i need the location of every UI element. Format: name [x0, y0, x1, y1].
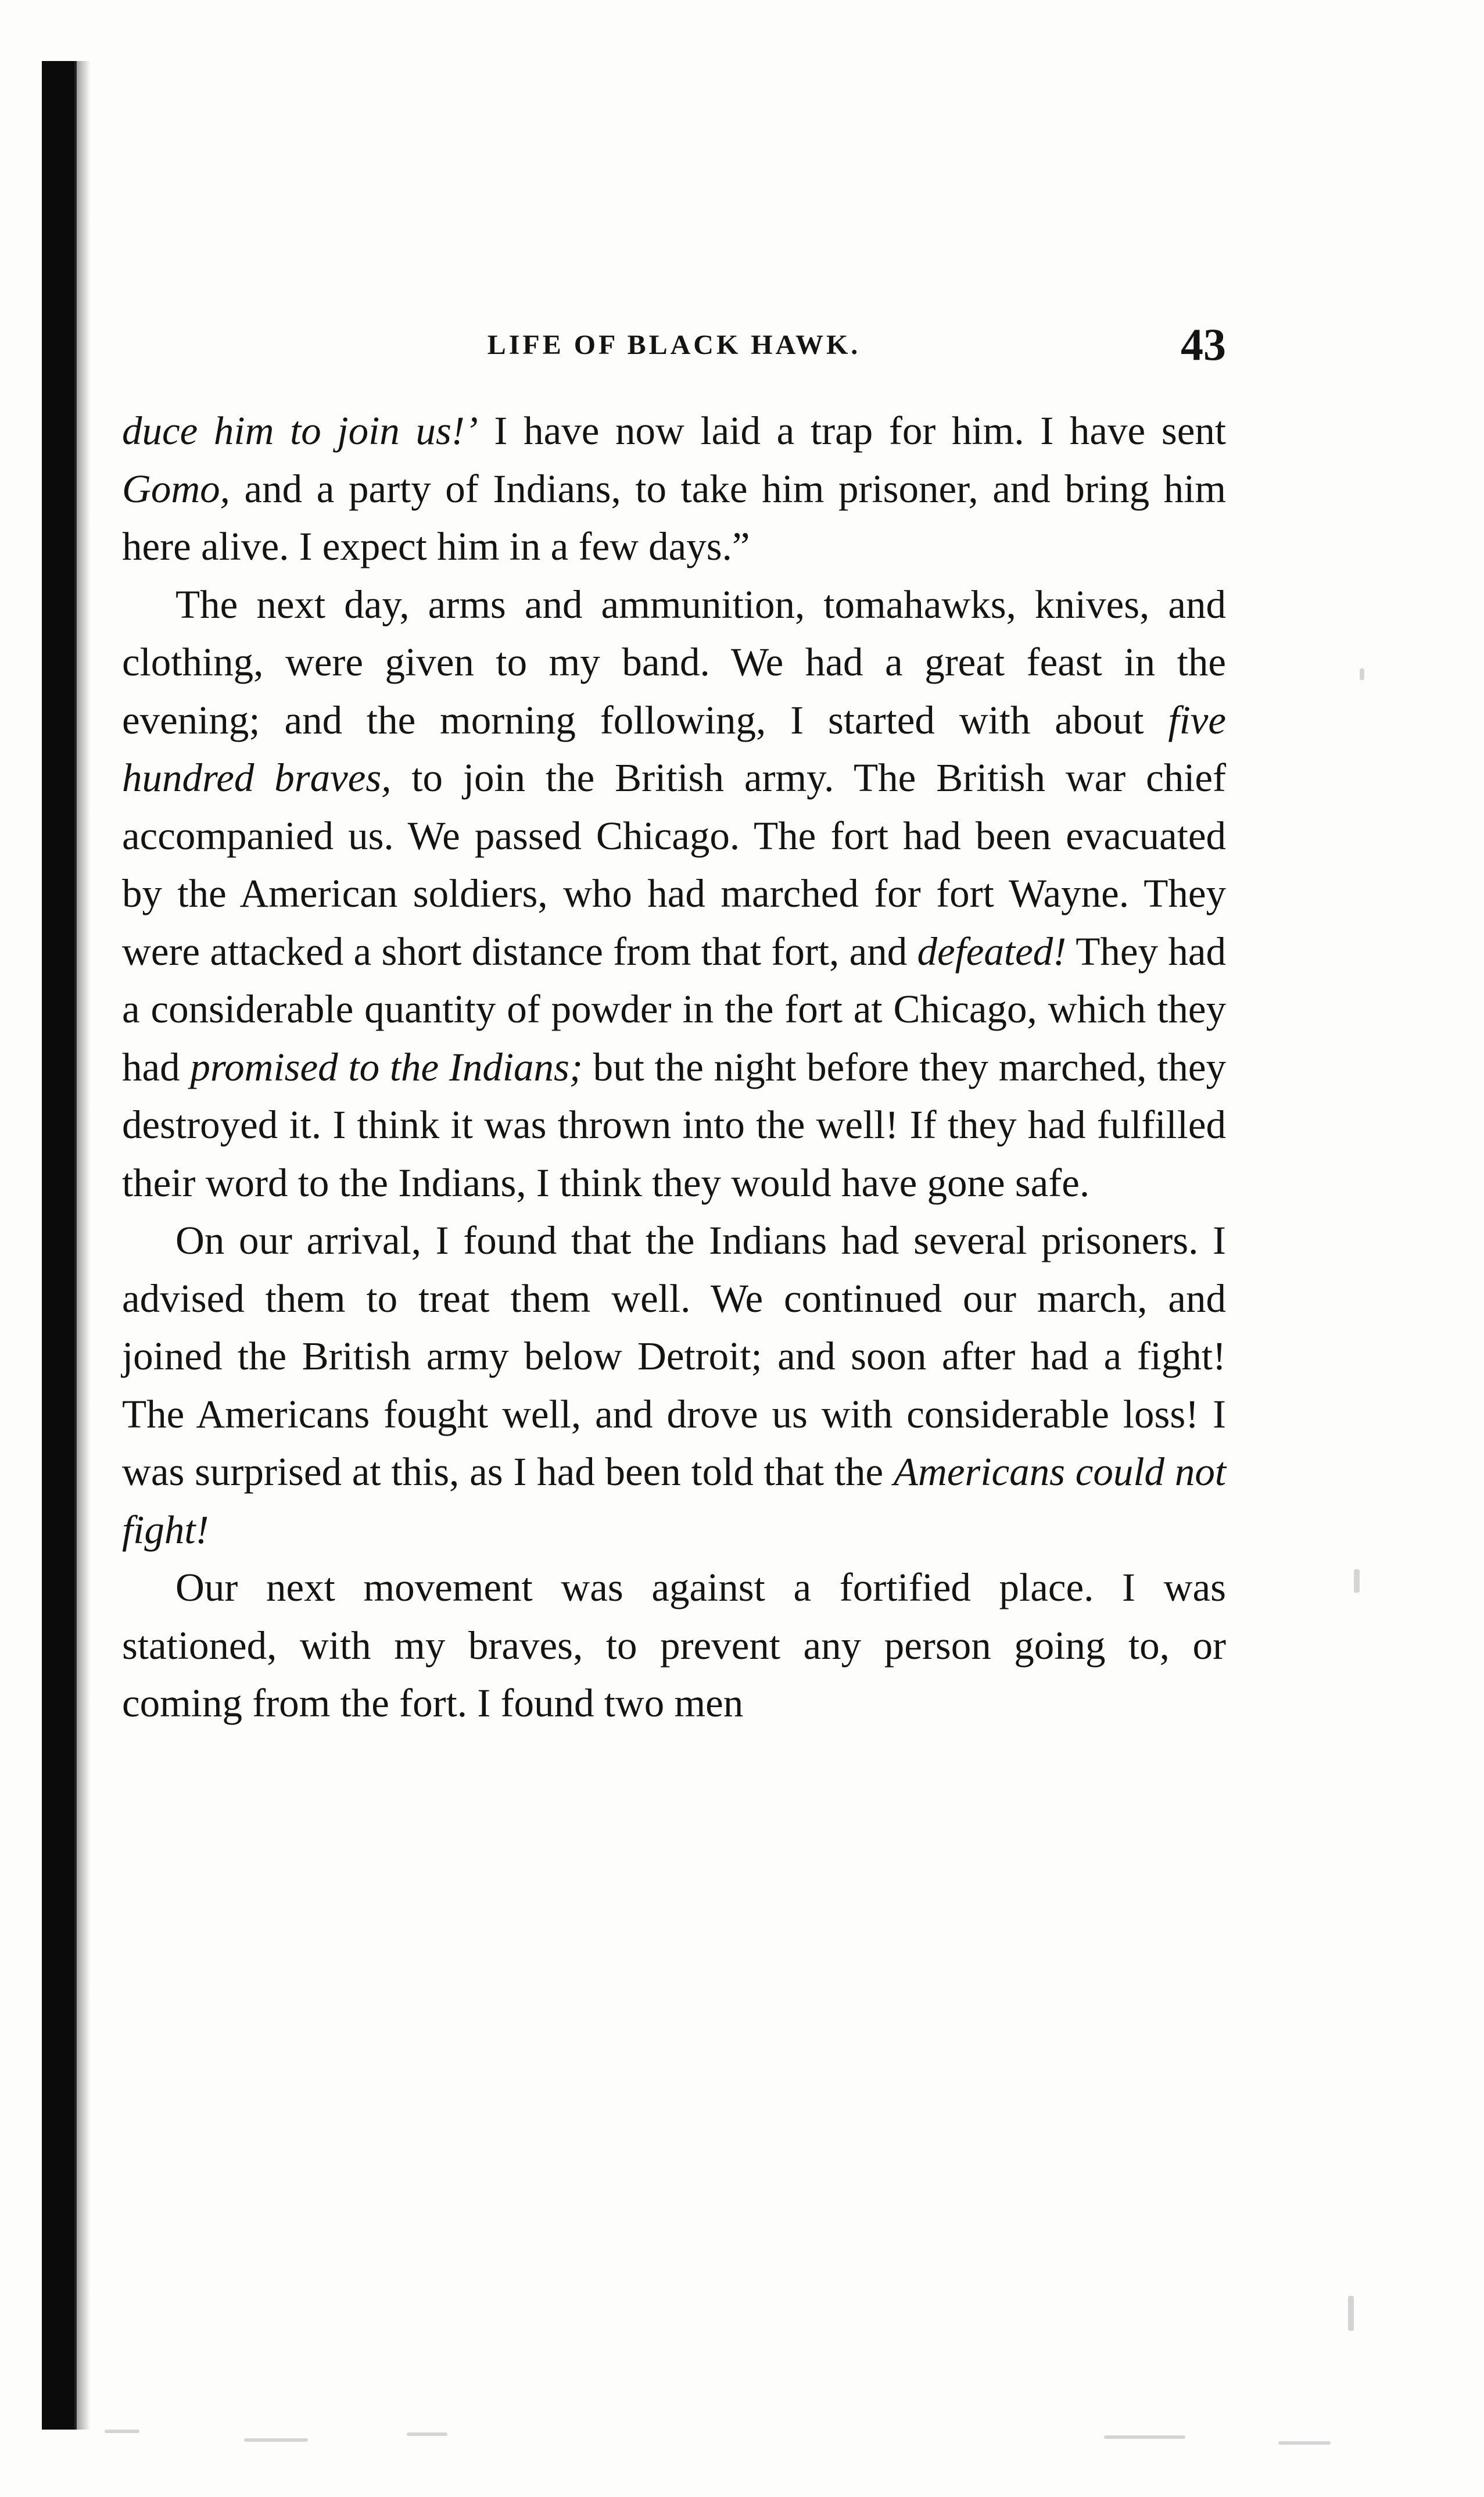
text-run: They had a considerable quantity of powder in the fort at Chicago, which they had — [122, 929, 1226, 1089]
scan-speck — [105, 2430, 139, 2433]
binding-shadow — [42, 61, 77, 2430]
text-run: Our next movement was against a fortified place. I was stationed, with my braves, to prevent any person going to, or coming from the fort. I found two men — [122, 1565, 1226, 1725]
text-run: to join the British army. The British war chief accompanied us. We passed Chicago. The fort had been evacuated by the American soldiers, who had marched for fort Wayne. They were attacked a short distance from that fort, and — [122, 756, 1226, 974]
scan-speck — [1360, 668, 1364, 680]
scan-speck — [1354, 1569, 1360, 1593]
italic-text: Gomo, — [122, 466, 230, 511]
paragraph — [122, 576, 1226, 1212]
paragraph — [122, 402, 1226, 576]
italic-text: promised to the Indians; — [190, 1044, 583, 1089]
text-run: I have now laid a trap for him. I have sent — [478, 409, 1226, 453]
scan-speck — [1348, 2296, 1354, 2331]
text-run: but the night before they marched, they destroyed it. I think it was thrown into the well! If they had fulfilled their word to the Indians, I think they would have gone safe. — [122, 1044, 1226, 1205]
paragraph — [122, 1212, 1226, 1559]
binding-shadow-edge — [74, 61, 91, 2430]
italic-text: defeated! — [917, 929, 1067, 974]
scan-speck — [1104, 2435, 1185, 2439]
italic-text: duce him to join us!’ — [122, 409, 478, 453]
text-run: On our arrival, I found that the Indians had several prisoners. I advised them to treat them well. We continued our march, and joined the British army below Detroit; and soon after had a fight! The Americans fought well, and drove us with considerable loss! I was surprised at this, as I had been told that the — [122, 1218, 1226, 1494]
italic-text: Americans could not fight! — [122, 1450, 1226, 1552]
text-run: and a party of Indians, to take him prisoner, and bring him here alive. I expect him in a few days.” — [122, 466, 1226, 568]
scan-speck — [407, 2432, 447, 2436]
running-title: LIFE OF BLACK HAWK. — [487, 330, 861, 360]
paragraph — [122, 1559, 1226, 1733]
text-run: The next day, arms and ammunition, tomahawks, knives, and clothing, were given to my band. We had a great feast in the evening; and the morning following, I started with about — [122, 582, 1226, 742]
page-header — [122, 319, 1226, 382]
scan-speck — [244, 2438, 308, 2442]
body-text — [122, 402, 1226, 1733]
page-number: 43 — [1181, 319, 1226, 370]
italic-text: five hundred braves, — [122, 697, 1226, 800]
scan-speck — [1278, 2441, 1331, 2445]
